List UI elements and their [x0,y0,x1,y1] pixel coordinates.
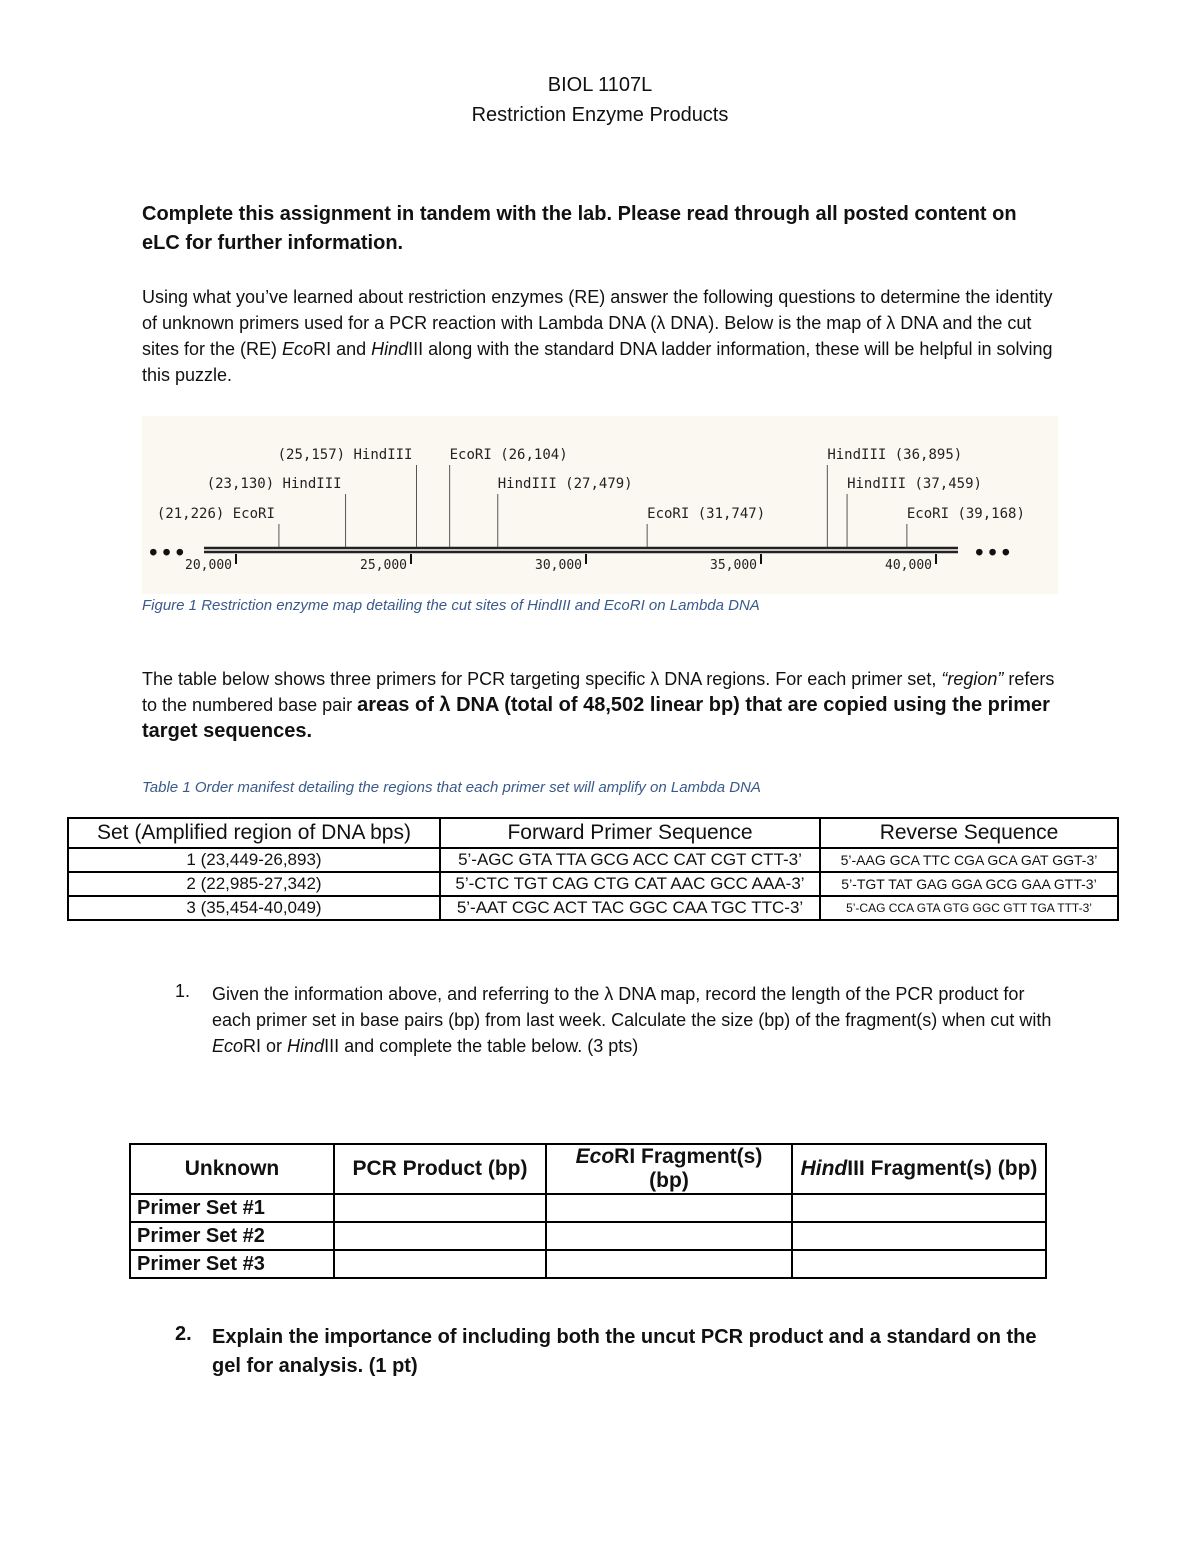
scale-tick-label: 40,000 [885,558,932,573]
right-continuation-dots: ● ● ● [976,545,1010,558]
table-row [130,1250,1046,1278]
cut-site-label: (23,130) HindIII [206,476,342,492]
intro-text-c: III along with the standard DNA ladder information, these will be helpful in solving this puzzle. [142,339,1053,385]
primer-text-c: areas of λ DNA (total of 48,502 linear bp) that are copied using the primer target sequences. [142,694,1050,742]
question-2-number: 2. [175,1323,192,1345]
forward-cell: 5’-AGC GTA TTA GCG ACC CAT CGT CTT-3’ [440,848,820,872]
row-label: Primer Set #2 [130,1222,334,1250]
set-cell: 3 (35,454-40,049) [68,896,440,920]
forward-cell: 5’-AAT CGC ACT TAC GGC CAA TGC TTC-3’ [440,896,820,920]
pcr-product-cell[interactable] [334,1222,546,1250]
course-code: BIOL 1107L [547,74,653,96]
cut-site-label: EcoRI (26,104) [449,447,568,463]
table-row [68,848,1118,872]
intro-text-a: Using what you’ve learned about restriction enzymes (RE) answer the following questions to determine the identity of unknown primers used for a PCR reaction with Lambda DNA (λ DNA). Below is the map of λ DNA and the cut sites for the (RE) [142,287,1053,359]
hindiii-header-rest: III Fragment(s) (bp) [847,1157,1038,1180]
page-title: Restriction Enzyme Products [471,104,729,126]
intro-paragraph [142,284,1072,388]
region-term: “region” [941,669,1004,689]
header-ecori-fragments [546,1144,792,1194]
set-cell: 1 (23,449-26,893) [68,848,440,872]
pcr-product-cell[interactable] [334,1250,546,1278]
cut-site-label: HindIII (37,459) [847,476,982,492]
table-row [130,1194,1046,1222]
q1-hindiii-italic: Hind [287,1036,325,1056]
answer-table-header [130,1144,1046,1194]
ecori-fragment-cell[interactable] [546,1222,792,1250]
header-unknown: Unknown [130,1144,334,1194]
reverse-cell: 5’-CAG CCA GTA GTG GGC GTT TGA TTT-3’ [820,896,1118,920]
q1-text-c: III and complete the table below. (3 pts) [324,1036,639,1056]
set-cell: 2 (22,985-27,342) [68,872,440,896]
instruction-text: Complete this assignment in tandem with the lab. Please read through all posted content on eLC for further information. [142,203,1017,254]
q1-text-a: Given the information above, and referring to the λ DNA map, record the length of the PCR product for each primer set in base pairs (bp) from last week. Calculate the size (bp) of the fragment(s) when cut with [212,984,1052,1030]
row-label: Primer Set #1 [130,1194,334,1222]
hindiii-fragment-cell[interactable] [792,1194,1046,1222]
forward-cell: 5’-CTC TGT CAG CTG CAT AAC GCC AAA-3’ [440,872,820,896]
ecori-italic: Eco [282,339,314,359]
left-continuation-dots: ● ● ● [150,545,184,558]
reverse-cell: 5’-AAG GCA TTC CGA GCA GAT GGT-3’ [820,848,1118,872]
cut-site-label: EcoRI (31,747) [647,506,766,522]
row-label: Primer Set #3 [130,1250,334,1278]
table-caption: Table 1 Order manifest detailing the regions that each primer set will amplify on Lambda DNA [142,779,761,796]
q1-text-b: RI or [243,1036,288,1056]
primer-text-b: refers to the numbered base pair [142,669,1055,715]
ecori-italic: Eco [575,1145,615,1168]
table-row [68,896,1118,920]
scale-tick-label: 20,000 [185,558,232,573]
primer-text-a: The table below shows three primers for PCR targeting specific λ DNA regions. For each primer set, [142,669,942,689]
hindiii-fragment-cell[interactable] [792,1222,1046,1250]
ecori-header-rest: RI Fragment(s) (bp) [614,1145,763,1192]
cut-site-label: HindIII (27,479) [497,476,633,492]
ecori-fragment-cell[interactable] [546,1250,792,1278]
question-1-text [212,981,1052,1059]
figure-caption: Figure 1 Restriction enzyme map detailing the cut sites of HindIII and EcoRI on Lambda DNA [142,597,760,614]
table-row [130,1222,1046,1250]
ecori-fragment-cell[interactable] [546,1194,792,1222]
header-pcr-product: PCR Product (bp) [334,1144,546,1194]
reverse-cell: 5’-TGT TAT GAG GGA GCG GAA GTT-3’ [820,872,1118,896]
answer-table [129,1143,1047,1279]
header-reverse: Reverse Sequence [820,818,1118,848]
cut-site-label: EcoRI (39,168) [906,506,1025,522]
question-1-number: 1. [175,981,191,1001]
primer-table-header [68,818,1118,848]
restriction-map-figure [142,416,1058,594]
scale-tick-label: 30,000 [535,558,582,573]
intro-text-b: RI and [313,339,372,359]
header-hindiii-fragments [792,1144,1046,1194]
scale-tick-label: 25,000 [360,558,407,573]
restriction-map-svg [142,416,1058,594]
header-forward: Forward Primer Sequence [440,818,820,848]
table-row [68,872,1118,896]
question-2-text: Explain the importance of including both the uncut PCR product and a standard on the gel for analysis. (1 pt) [212,1326,1037,1377]
hindiii-italic: Hind [371,339,409,359]
primer-table [67,817,1119,921]
primer-paragraph [142,666,1072,744]
scale-tick-label: 35,000 [710,558,757,573]
header-set: Set (Amplified region of DNA bps) [68,818,440,848]
cut-site-label: (21,226) EcoRI [156,506,275,522]
q1-ecori-italic: Eco [212,1036,244,1056]
hindiii-fragment-cell[interactable] [792,1250,1046,1278]
pcr-product-cell[interactable] [334,1194,546,1222]
cut-site-label: (25,157) HindIII [277,447,413,463]
hindiii-italic: Hind [800,1157,848,1180]
cut-site-label: HindIII (36,895) [827,447,963,463]
